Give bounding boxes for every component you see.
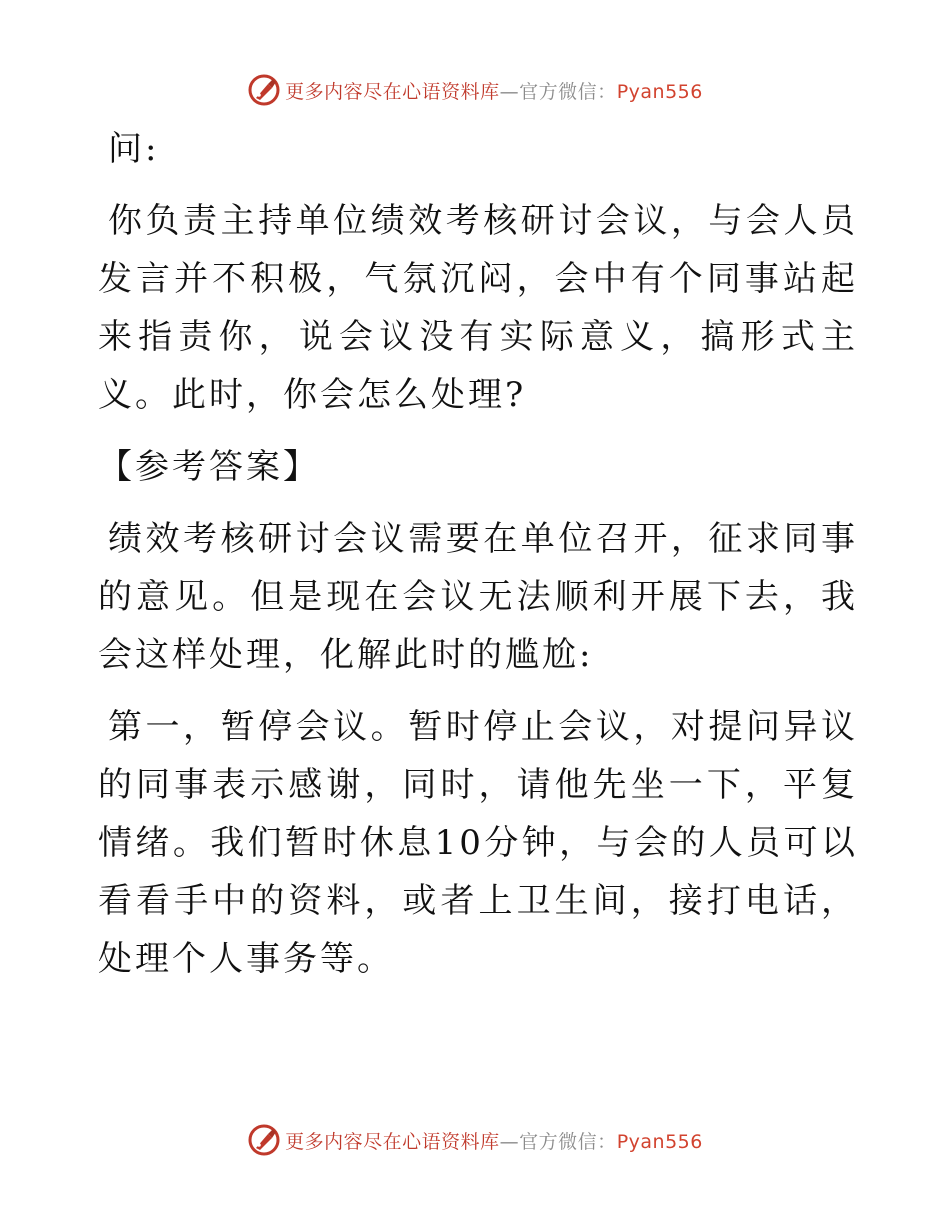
watermark-label: 官方微信：	[519, 1130, 617, 1153]
pen-nib-logo-icon	[247, 73, 281, 107]
document-body	[98, 120, 858, 1002]
question-text: 你负责主持单位绩效考核研讨会议，与会人员发言并不积极，气氛沉闷，会中有个同事站起来指责你，说会议没有实际意义，搞形式主义。此时，你会怎么处理?	[98, 201, 858, 415]
watermark-brand: 更多内容尽在心语资料库	[285, 1130, 500, 1153]
watermark-account: Pyan556	[616, 80, 703, 103]
footer-watermark	[0, 1120, 950, 1160]
watermark-separator: —	[499, 80, 520, 103]
watermark-account: Pyan556	[616, 1130, 703, 1153]
question-label: 问:	[108, 129, 160, 169]
watermark-label: 官方微信：	[519, 80, 617, 103]
answer-point-1: 第一，暂停会议。暂时停止会议，对提问异议的同事表示感谢，同时，请他先坐一下，平复情绪。我们暂时休息10分钟，与会的人员可以看看手中的资料，或者上卫生间，接打电话，处理个人事务等。	[98, 707, 858, 979]
watermark-text	[285, 77, 703, 104]
answer-label: 【参考答案】	[98, 447, 320, 487]
watermark-text	[285, 1127, 703, 1154]
pen-nib-logo-icon	[247, 1123, 281, 1157]
watermark-separator: —	[499, 1130, 520, 1153]
answer-intro: 绩效考核研讨会议需要在单位召开，征求同事的意见。但是现在会议无法顺利开展下去，我会这样处理，化解此时的尴尬:	[98, 519, 858, 675]
watermark-brand: 更多内容尽在心语资料库	[285, 80, 500, 103]
header-watermark	[0, 70, 950, 110]
